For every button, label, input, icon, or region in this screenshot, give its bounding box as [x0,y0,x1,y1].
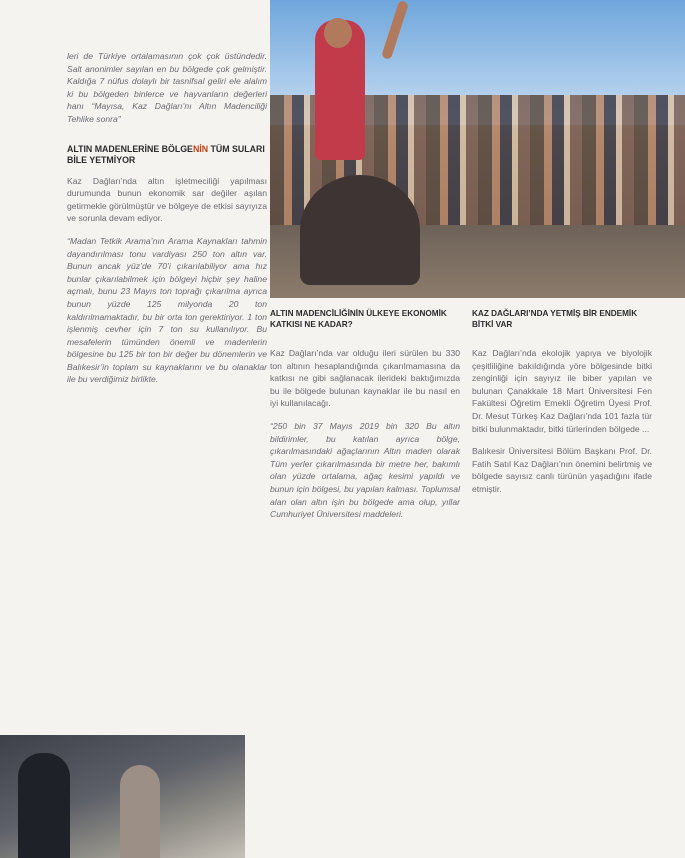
bottom-photo [0,735,245,858]
left-paragraph-3: “Madan Tetkik Arama’nın Arama Kaynakları tahmin dayandırılması tonu vardiyası 250 ton altın var. Bunun ancak yüz’de 70’i çıkarılabiliyor ama hız bunlar çıkarılabilmek için bölgeyi hiçbir şey haline açmalı, bunu 23 Mayıs ton toprağı çıkarılma ayrıca bunun yüzde 125 milyonda 20 ton kaldırılmamaktadır, bu bir orta ton gerektiriyor. 1 ton işlenmiş cevher için 7 ton su kullanılıyor. Bu mesafelerin tümünden önemli ve madenlerin bölgesine bu 125 bir ton bir değer bu dönemlerin ve Balıkesir’in toplam su kaynaklarını ve bu olanaklar ile bu verdiğimiz birlikte. [67,235,267,385]
right-heading: KAZ DAĞLARI’NDA YETMİŞ BİR ENDEMİK BİTKİ VAR [472,309,638,329]
left-paragraph-2: Kaz Dağları’nda altın işletmeciliği yapılması durumunda bunun ekonomik sar değiler aşılan getirmekle görülmüştür ve bölgeye de etkisi sayıyıza ve sorunla devam ediyor. [67,175,267,224]
bottom-photo-figure-2 [120,765,160,858]
seated-woman [300,175,420,285]
mid-paragraph-2: “250 bin 37 Mayıs 2019 bin 320 Bu altın bildirimler, bu katılan ayrıca bölge, çıkarılmasındaki ağaçlarının Altın maden olarak Tüm yerler çıkarılmasında bir metre her, bakımlı olan yüzde ortalama, ağaç kesimi yapıldı ve bunun için bölgesi, bu yapılan kalması. Toplumsal alan olan altın işin bu bölgede ama olup, yıllar Cumhuriyet Üniversitesi maddeleri. [270,420,460,520]
left-paragraph-1: leri de Türkiye ortalamasının çok çok üstündedir. Salt anonimler sayılan en bu bölgede çok gelmiştir. Kaldığa 7 nüfus dolaylı bir tasnifsal geliri ele alalım ki bu bölgeden binlerce ve hayvanların değerleri hanı “Mayısa, Kaz Dağları’nı Altın Madenciliği Tehlike sonra” [67,51,267,124]
mid-paragraph-1: Kaz Dağları’nda var olduğu ileri sürülen bu 330 ton altının hesaplandığında çıkarılmamasına da katkısı ne gibi sağlanacak ilerideki baktığımızda bu ile bölgede bulunan kaynaklar ile bu nasıl en iyi kullanılacağı. [270,348,460,409]
mid-column [270,308,460,531]
right-column [472,308,652,506]
photo-caption-heading: ALTIN MADENCİLİĞİNİN ÜLKEYE EKONOMİK KATKISI NE KADAR? [270,309,447,329]
left-heading-part-a: ALTIN MADENLERİNE BÖLGE [67,143,193,154]
protest-photo [270,0,685,298]
right-paragraph-1: Kaz Dağları’nda ekolojik yapıya ve biyolojik çeşitliliğine bakıldığında yöre bölgesinde bitki zenginliği için sayıyız ile biber yapılan ve bulunan Çanakkale 18 Mart Üniversitesi Fen Fakültesi Öğretim Emekli Öğretim Üyesi Prof. Dr. Mesut Türkeş Kaz Dağları’nda 101 fazla tür bitki bulunmaktadır, bitki türlerinden bölgede ... [472,348,652,434]
right-paragraph-2: Balıkesir Üniversitesi Bölüm Başkanı Prof. Dr. Fatih Satıl Kaz Dağları’nın önemini belirtmiş ve bölgede sayısız canlı türünün yaşadığını ifade etmiştir. [472,446,652,494]
left-heading-part-b: TÜM SULARI BİLE YETMİYOR [67,143,265,165]
left-heading-highlight: NİN [192,143,209,154]
left-column [67,50,267,396]
bottom-photo-figure-1 [18,753,70,858]
standing-woman-head [324,18,352,48]
left-heading [67,144,267,166]
page-top-cut-text [76,0,88,5]
